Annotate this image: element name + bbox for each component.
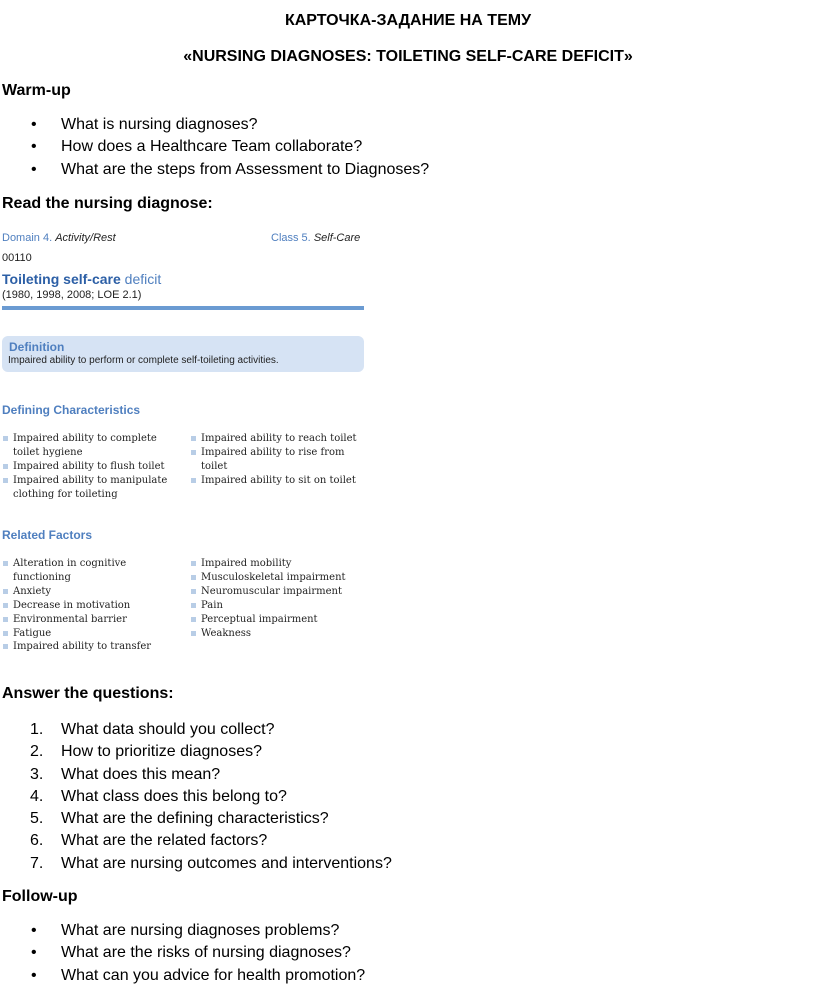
related-factors-right [190,557,368,640]
class-value: Self-Care [313,232,361,244]
answer-item: 6. What are the related factors? [30,832,268,850]
list-item: Impaired ability to reach toilet [190,432,368,446]
diagnosis-name-main: Toileting self-care [2,271,121,287]
diagnosis-name-deficit: deficit [124,271,162,287]
domain-value: Activity/Rest [55,232,116,244]
answer-item: 4. What class does this belong to? [30,787,287,805]
definition-box [2,336,364,372]
warmup-item: • What are the steps from Assessment to Diagnoses? [0,159,429,181]
list-item: Weakness [190,627,368,641]
domain-line [2,232,116,244]
answer-list [0,719,392,875]
answer-item: 1. What data should you collect? [30,721,275,738]
list-item: Impaired ability to rise from toilet [190,446,368,474]
class-line [271,232,360,244]
related-factors-left [2,557,180,654]
list-item: Impaired ability to flush toilet [2,460,180,474]
followup-item: • What can you advice for health promotion? [0,965,365,987]
list-item: Environmental barrier [2,613,180,627]
warmup-item: • What is nursing diagnoses? [0,114,429,136]
class-label: Class 5. [271,232,311,244]
list-item: Impaired ability to complete toilet hygiene [2,432,180,460]
diagnosis-code: 00110 [2,252,32,264]
defining-characteristics-title: Defining Characteristics [2,403,141,417]
answer-item: 2. How to prioritize diagnoses? [30,743,262,761]
list-item: Pain [190,599,368,613]
answer-item: 5. What are the defining characteristics? [30,810,329,828]
list-item: Neuromuscular impairment [190,585,368,599]
warmup-item: • How does a Healthcare Team collaborate? [0,136,429,158]
followup-item: • What are nursing diagnoses problems? [0,920,365,942]
followup-list [0,920,365,987]
list-item: Decrease in motivation [2,599,180,613]
diagnosis-years: (1980, 1998, 2008; LOE 2.1) [2,289,142,301]
list-item: Fatigue [2,627,180,641]
diagnosis-name [2,271,161,287]
read-heading: Read the nursing diagnose: [2,195,213,212]
page-title-line-2: «NURSING DIAGNOSES: TOILETING SELF-CARE DEFICIT» [183,48,633,65]
warmup-list [0,114,429,181]
list-item: Impaired ability to manipulate clothing for toileting [2,474,180,502]
list-item: Impaired mobility [190,557,368,571]
answer-item: 7. What are nursing outcomes and interventions? [30,854,392,872]
nursing-diagnosis-card [0,228,370,658]
list-item: Alteration in cognitive functioning [2,557,180,585]
domain-label: Domain 4. [2,232,53,244]
warmup-heading: Warm-up [2,82,71,99]
definition-title: Definition [9,340,65,354]
defining-characteristics-right [190,432,368,488]
list-item: Perceptual impairment [190,613,368,627]
related-factors-title: Related Factors [2,528,93,542]
followup-heading: Follow-up [2,888,78,905]
answer-heading: Answer the questions: [2,685,174,702]
answer-item: 3. What does this mean? [30,765,221,783]
list-item: Musculoskeletal impairment [190,571,368,585]
definition-text: Impaired ability to perform or complete self-toileting activities. [8,355,279,366]
list-item: Impaired ability to sit on toilet [190,474,368,488]
page-title-line-1: КАРТОЧКА-ЗАДАНИЕ НА ТЕМУ [284,12,532,29]
list-item: Anxiety [2,585,180,599]
header-divider [2,306,364,310]
list-item: Impaired ability to transfer [2,640,180,654]
followup-item: • What are the risks of nursing diagnoses? [0,942,365,964]
defining-characteristics-left [2,432,180,502]
